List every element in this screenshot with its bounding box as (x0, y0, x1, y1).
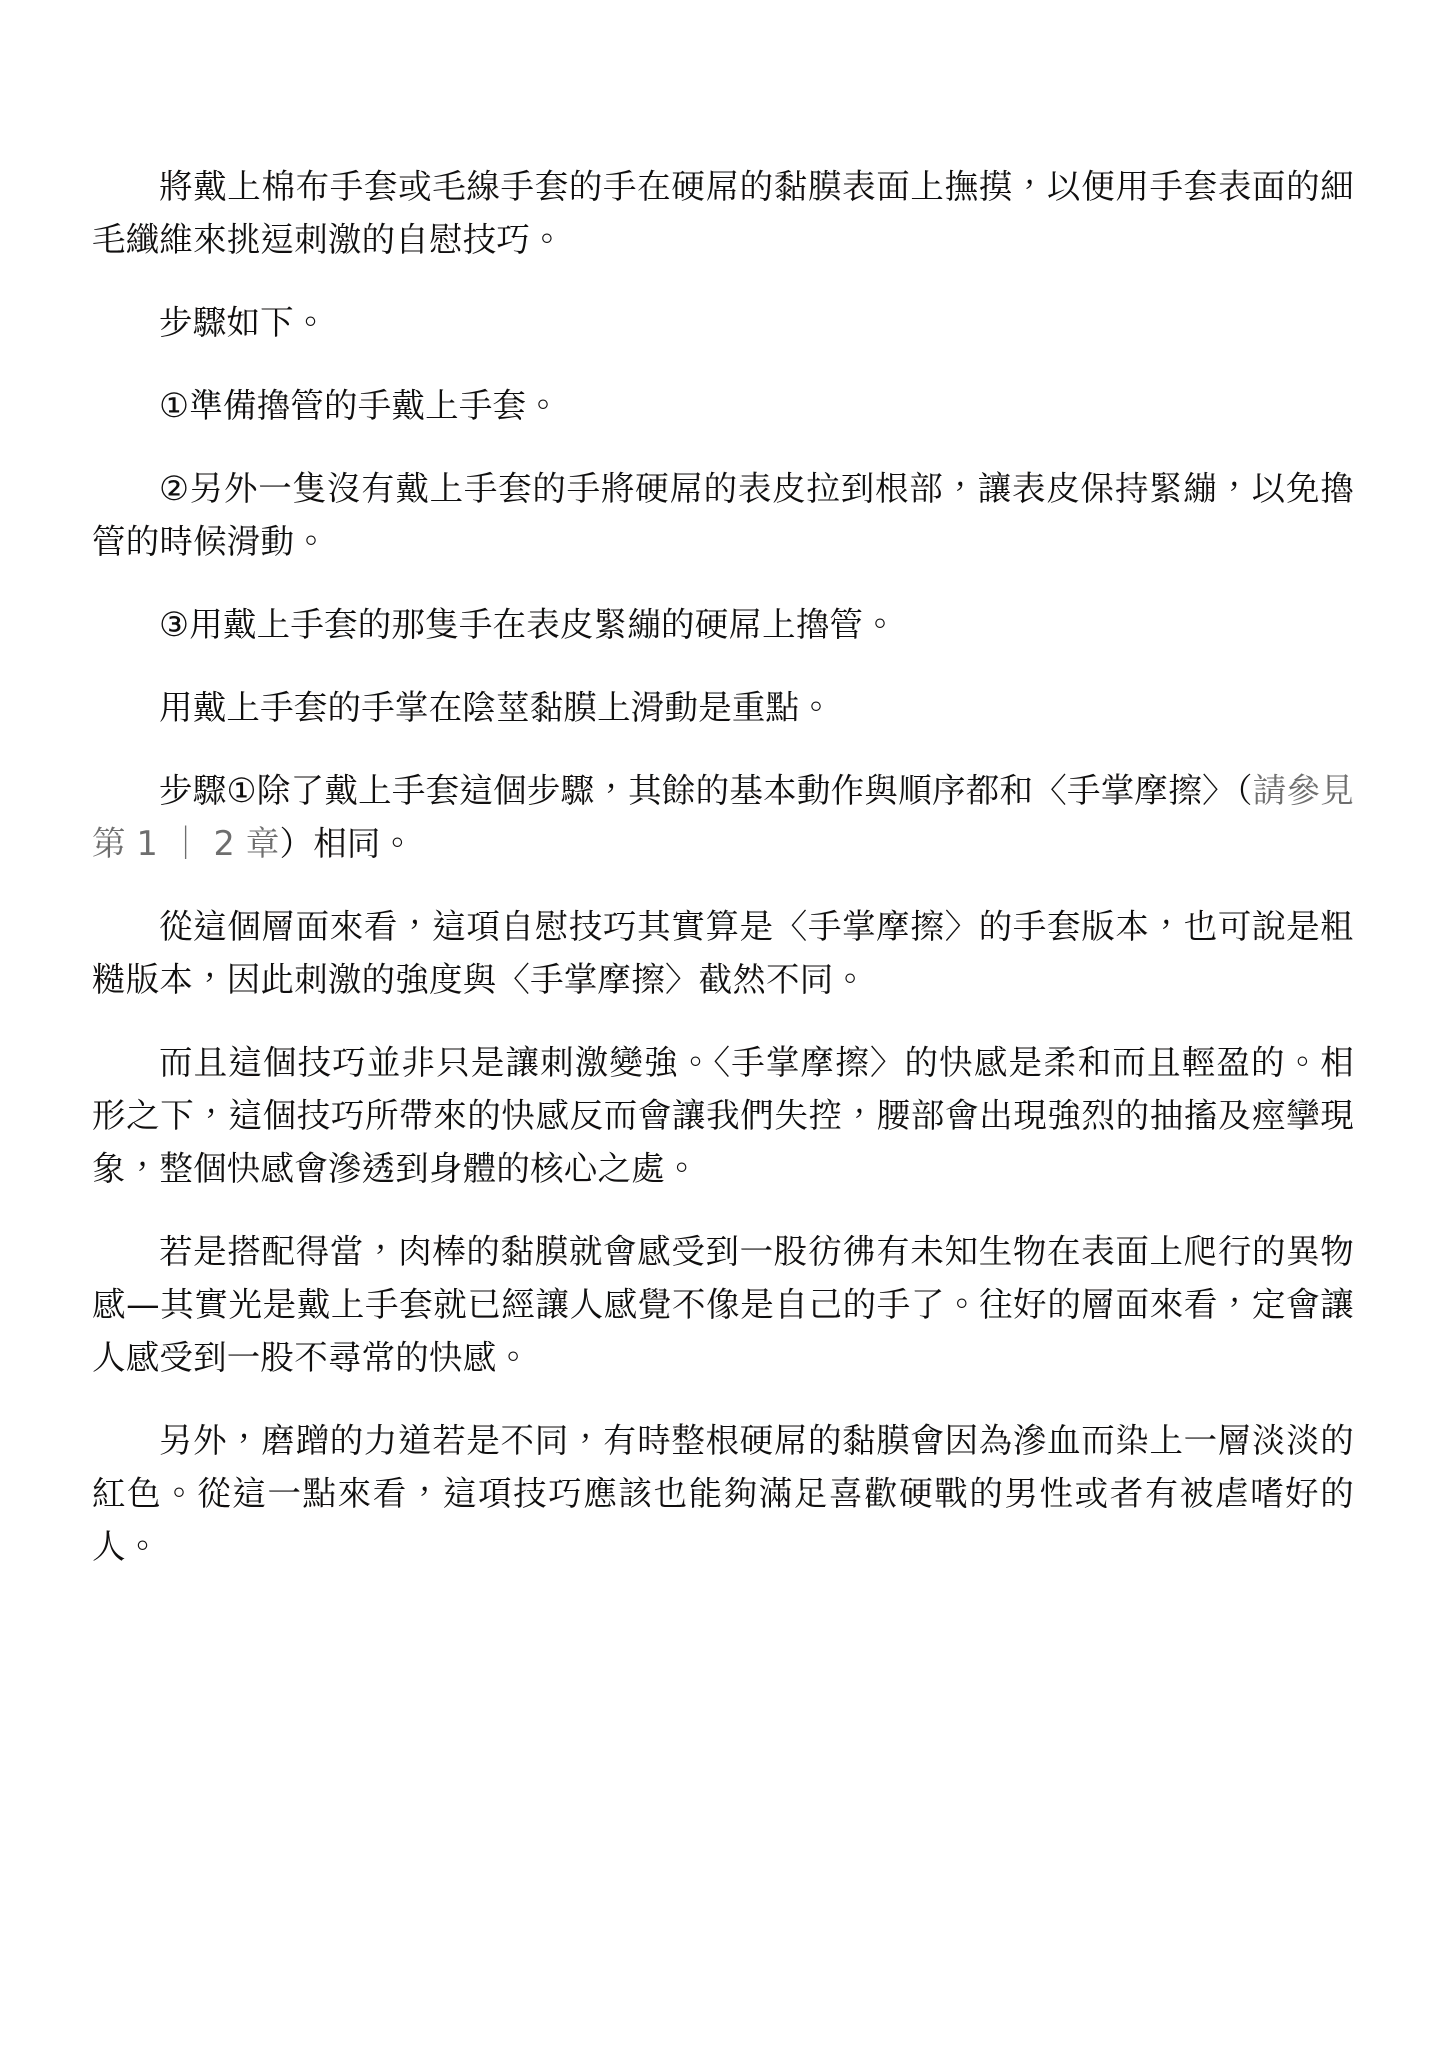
cross-reference-text-before: 步驟①除了戴上手套這個步驟，其餘的基本動作與順序都和〈手掌摩擦〉（ (159, 771, 1253, 810)
paragraph-steps-lead: 步驟如下。 (159, 303, 328, 342)
paragraph-step-3: ③用戴上手套的那隻手在表皮緊繃的硬屌上擼管。 (159, 605, 897, 644)
paragraph-step-1: ①準備擼管的手戴上手套。 (159, 386, 560, 425)
paragraph-intro: 將戴上棉布手套或毛線手套的手在硬屌的黏膜表面上撫摸，以便用手套表面的細毛纖維來挑逗刺激的自慰技巧。 (92, 167, 1354, 259)
paragraph-key-point: 用戴上手套的手掌在陰莖黏膜上滑動是重點。 (159, 688, 833, 727)
document-body (92, 160, 1354, 1573)
paragraph-step-2: ②另外一隻沒有戴上手套的手將硬屌的表皮拉到根部，讓表皮保持緊繃，以免擼管的時候滑動。 (92, 469, 1354, 561)
paragraph-foreign-object: 若是搭配得當，肉棒的黏膜就會感受到一股彷彿有未知生物在表面上爬行的異物感—其實光是戴上手套就已經讓人感覺不像是自己的手了。往好的層面來看，定會讓人感受到一股不尋常的快感。 (92, 1232, 1354, 1377)
paragraph-sensation: 而且這個技巧並非只是讓刺激變強。〈手掌摩擦〉的快感是柔和而且輕盈的。相形之下，這個技巧所帶來的快感反而會讓我們失控，腰部會出現強烈的抽搐及痙攣現象，整個快感會滲透到身體的核心之處。 (92, 1043, 1354, 1188)
chapter-reference: 請參見第 1 ｜ 2 章 (92, 771, 1354, 863)
paragraph-comparison: 從這個層面來看，這項自慰技巧其實算是〈手掌摩擦〉的手套版本，也可說是粗糙版本，因此刺激的強度與〈手掌摩擦〉截然不同。 (92, 907, 1354, 999)
paragraph-closing: 另外，磨蹭的力道若是不同，有時整根硬屌的黏膜會因為滲血而染上一層淡淡的紅色。從這一點來看，這項技巧應該也能夠滿足喜歡硬戰的男性或者有被虐嗜好的人。 (92, 1421, 1354, 1566)
cross-reference-text-after: ）相同。 (279, 824, 415, 863)
paragraph-cross-reference (92, 764, 1354, 870)
